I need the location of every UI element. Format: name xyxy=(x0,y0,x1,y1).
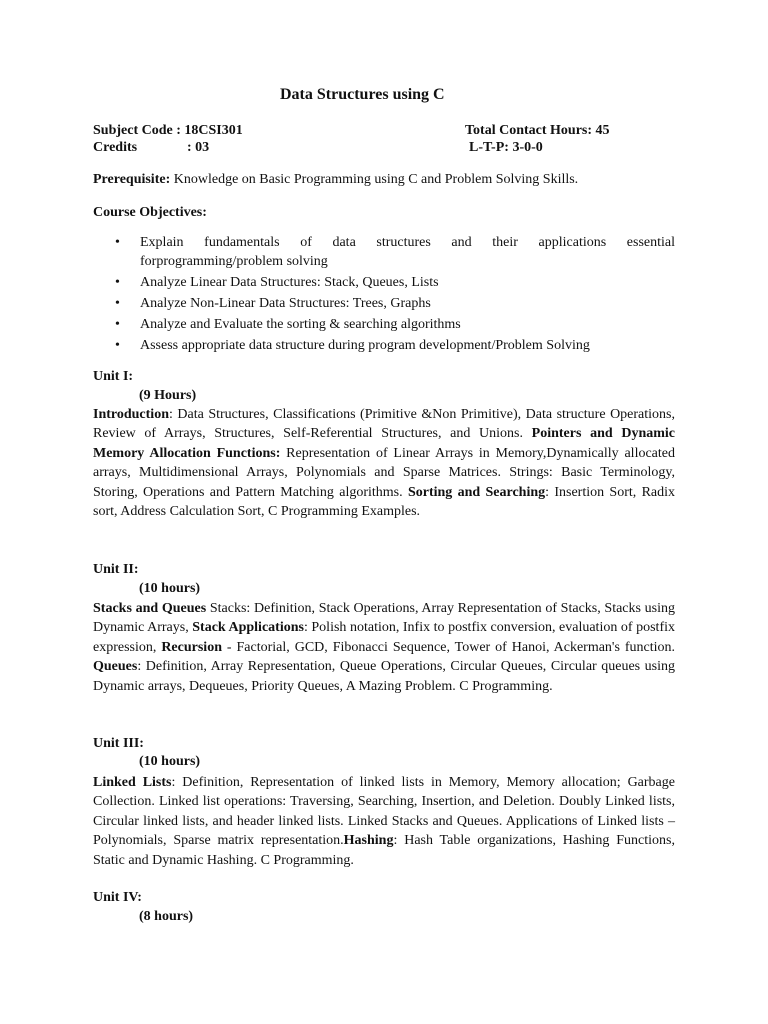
ltp-label: L-T-P: xyxy=(469,140,513,155)
prerequisite xyxy=(93,172,578,188)
bullet: • xyxy=(115,296,120,311)
unit-heading: Unit I: xyxy=(93,369,134,384)
unit-heading: Unit IV: xyxy=(93,890,142,905)
objectives-list xyxy=(93,233,675,356)
bullet: • xyxy=(115,275,120,291)
subject-code-label: Subject Code : xyxy=(93,123,185,138)
unit-text-bold: Stack Applications xyxy=(192,620,304,636)
unit-text-bold: Recursion xyxy=(161,639,222,655)
list-item xyxy=(93,294,675,313)
ltp-value: 3-0-0 xyxy=(512,140,543,155)
unit-body xyxy=(93,405,675,521)
objective-text: Analyze Non-Linear Data Structures: Trees, Graphs xyxy=(140,296,431,311)
bullet: • xyxy=(115,235,120,250)
unit-text-bold: Pointers and Dynamic Memory Allocation Functions: xyxy=(93,426,675,461)
ltp xyxy=(469,140,543,156)
bullet: • xyxy=(115,337,120,353)
unit-text-bold: Stacks and Queues xyxy=(93,601,207,616)
unit-body xyxy=(93,599,675,696)
contact-hours xyxy=(465,123,610,139)
contact-hours-value: 45 xyxy=(595,123,610,138)
unit-body xyxy=(93,773,675,870)
unit-hours: (10 hours) xyxy=(139,754,201,769)
unit-hours: (10 hours) xyxy=(139,581,201,596)
bullet: • xyxy=(115,316,120,332)
list-item xyxy=(93,336,675,355)
unit-text-bold: Hashing xyxy=(343,833,394,849)
unit-text: : Definition, Representation of linked lists in Memory, Memory allocation; Garbage Collection. Linked list operations: Traversing, Searching, Insertion, and Deletion. Doubly Linked lists, Circular linked lists, and header linked lists. Linked Stacks and Queues. Applications of Linked lists – Polynomials, Sparse matrix representation. xyxy=(93,775,675,849)
subject-code xyxy=(93,123,243,139)
list-item xyxy=(93,233,675,272)
unit-hours: (8 hours) xyxy=(139,909,194,924)
page-title: Data Structures using C xyxy=(280,86,445,103)
unit-text: Stacks: Definition, Stack Operations, Array Representation of Stacks, Stacks using Dynamic Arrays, xyxy=(93,601,675,636)
unit-text: : Hash Table organizations, Hashing Functions, Static and Dynamic Hashing. C Programming. xyxy=(93,833,675,868)
contact-hours-label: Total Contact Hours: xyxy=(465,123,596,138)
unit-hours: (9 Hours) xyxy=(139,388,197,403)
credits xyxy=(187,140,209,156)
unit-text: : Polish notation, Infix to postfix conversion, evaluation of postfix expression, xyxy=(93,620,675,655)
unit-heading: Unit III: xyxy=(93,736,144,751)
objectives-heading: Course Objectives: xyxy=(93,205,207,220)
prerequisite-label: Prerequisite: xyxy=(93,172,171,187)
credits-value: 03 xyxy=(195,140,210,155)
list-item xyxy=(93,315,675,334)
credits-label: Credits xyxy=(93,140,138,155)
unit-text-bold: Linked Lists xyxy=(93,775,172,790)
objective-text: Explain fundamentals of data structures and their applications essential forprogramming/problem solving xyxy=(140,235,675,270)
unit-text: : Insertion Sort, Radix sort, Address Calculation Sort, C Programming Examples. xyxy=(93,484,676,520)
unit-text: Representation of Linear Arrays in Memory,Dynamically allocated arrays, Multidimensional Arrays, Polynomials and Sparse Matrices. Strings: Basic Terminology, Storing, Operations and Pattern Matching algorithms. xyxy=(93,445,675,500)
unit-text: - Factorial, GCD, Fibonacci Sequence, Tower of Hanoi, Ackerman's function. xyxy=(221,639,675,655)
objective-text: Analyze and Evaluate the sorting & searching algorithms xyxy=(140,316,461,332)
subject-code-value: 18CSI301 xyxy=(184,123,243,138)
unit-text: : Definition, Array Representation, Queue Operations, Circular Queues, Circular queues using Dynamic arrays, Dequeues, Priority Queues, A Mazing Problem. C Programming. xyxy=(93,659,675,694)
unit-text-bold: Introduction xyxy=(93,407,169,422)
list-item xyxy=(93,273,675,292)
unit-text-bold: Sorting and Searching xyxy=(407,484,546,500)
unit-text: : Data Structures, Classifications (Primitive &Non Primitive), Data structure Operations, Review of Arrays, Structures, Self-Referential Structures, and Unions. xyxy=(93,407,675,442)
credits-sep: : xyxy=(187,140,196,155)
objective-text: Analyze Linear Data Structures: Stack, Queues, Lists xyxy=(140,275,439,291)
prerequisite-text: Knowledge on Basic Programming using C and Problem Solving Skills. xyxy=(170,172,579,187)
unit-text-bold: Queues xyxy=(93,659,138,675)
objective-text: Assess appropriate data structure during program development/Problem Solving xyxy=(140,337,590,353)
unit-heading: Unit II: xyxy=(93,562,139,577)
